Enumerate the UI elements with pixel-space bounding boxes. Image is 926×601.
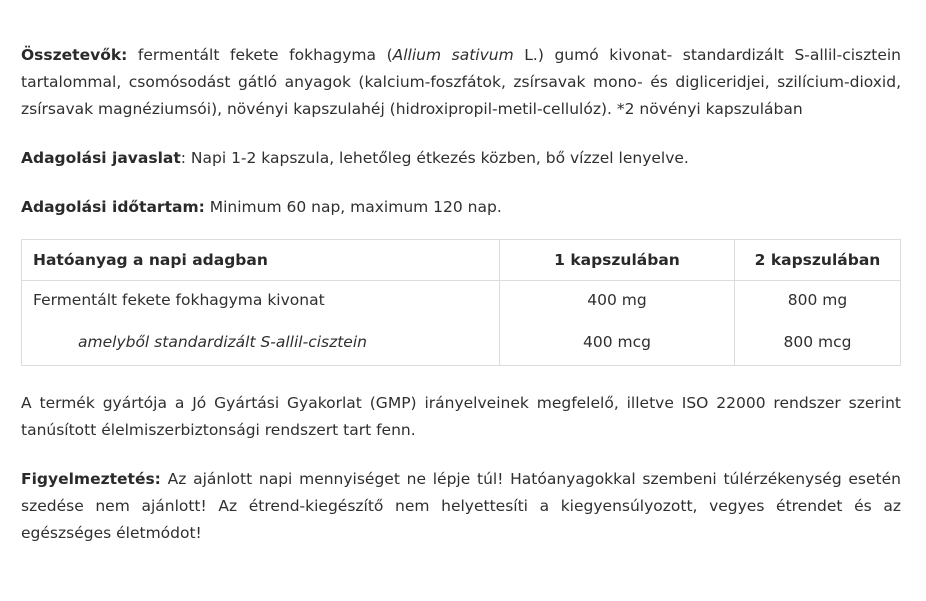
table-header-one-capsule: 1 kapszulában xyxy=(500,240,735,281)
gmp-paragraph: A termék gyártója a Jó Gyártási Gyakorlat (GMP) irányelveinek megfelelő, illetve ISO 22000 rendszer szerint tanúsított élelmiszerbiztonsági rendszert tart fenn. xyxy=(21,394,901,439)
warning-paragraph xyxy=(21,466,901,547)
duration-paragraph xyxy=(21,194,901,221)
table-cell-two-capsules: 800 mcg xyxy=(735,319,901,366)
ingredients-text-before: fermentált fekete fokhagyma ( xyxy=(127,46,393,64)
table-row xyxy=(22,281,901,320)
table-cell-ingredient: amelyből standardizált S-allil-cisztein xyxy=(22,319,500,366)
table-cell-one-capsule: 400 mg xyxy=(500,281,735,320)
dosage-text: : Napi 1-2 kapszula, lehetőleg étkezés közben, bő vízzel lenyelve. xyxy=(180,149,689,167)
duration-text: Minimum 60 nap, maximum 120 nap. xyxy=(204,198,502,216)
ingredients-paragraph xyxy=(21,42,901,123)
dosage-label: Adagolási javaslat xyxy=(21,149,181,167)
ingredients-label: Összetevők: xyxy=(21,46,128,64)
dosage-paragraph xyxy=(21,145,901,172)
table-cell-ingredient: Fermentált fekete fokhagyma kivonat xyxy=(22,281,500,320)
active-ingredients-table xyxy=(21,239,901,366)
product-description xyxy=(21,42,901,547)
table-header-ingredient: Hatóanyag a napi adagban xyxy=(22,240,500,281)
ingredients-latin-name: Allium sativum xyxy=(392,46,514,64)
warning-text: Az ajánlott napi mennyiséget ne lépje túl! Hatóanyagokkal szembeni túlérzékenység esetén szedése nem ajánlott! Az étrend-kiegészítő nem helyettesíti a kiegyensúlyozott, vegyes étrendet és az egészséges életmódot! xyxy=(21,470,901,542)
table-cell-two-capsules: 800 mg xyxy=(735,281,901,320)
table-header-two-capsules: 2 kapszulában xyxy=(735,240,901,281)
ingredients-text-after: L.) gumó kivonat- standardizált S-allil-cisztein tartalommal, csomósodást gátló anyagok (kalcium-foszfátok, zsírsavak mono- és digliceridjei, szilícium-dioxid, zsírsavak magnéziumsói), növényi kapszulahéj (hidroxipropil-metil-cellulóz). *2 növényi kapszulában xyxy=(21,46,901,118)
table-cell-one-capsule: 400 mcg xyxy=(500,319,735,366)
warning-label: Figyelmeztetés: xyxy=(21,470,161,488)
table-row xyxy=(22,319,901,366)
duration-label: Adagolási időtartam: xyxy=(21,198,205,216)
table-header-row xyxy=(22,240,901,281)
